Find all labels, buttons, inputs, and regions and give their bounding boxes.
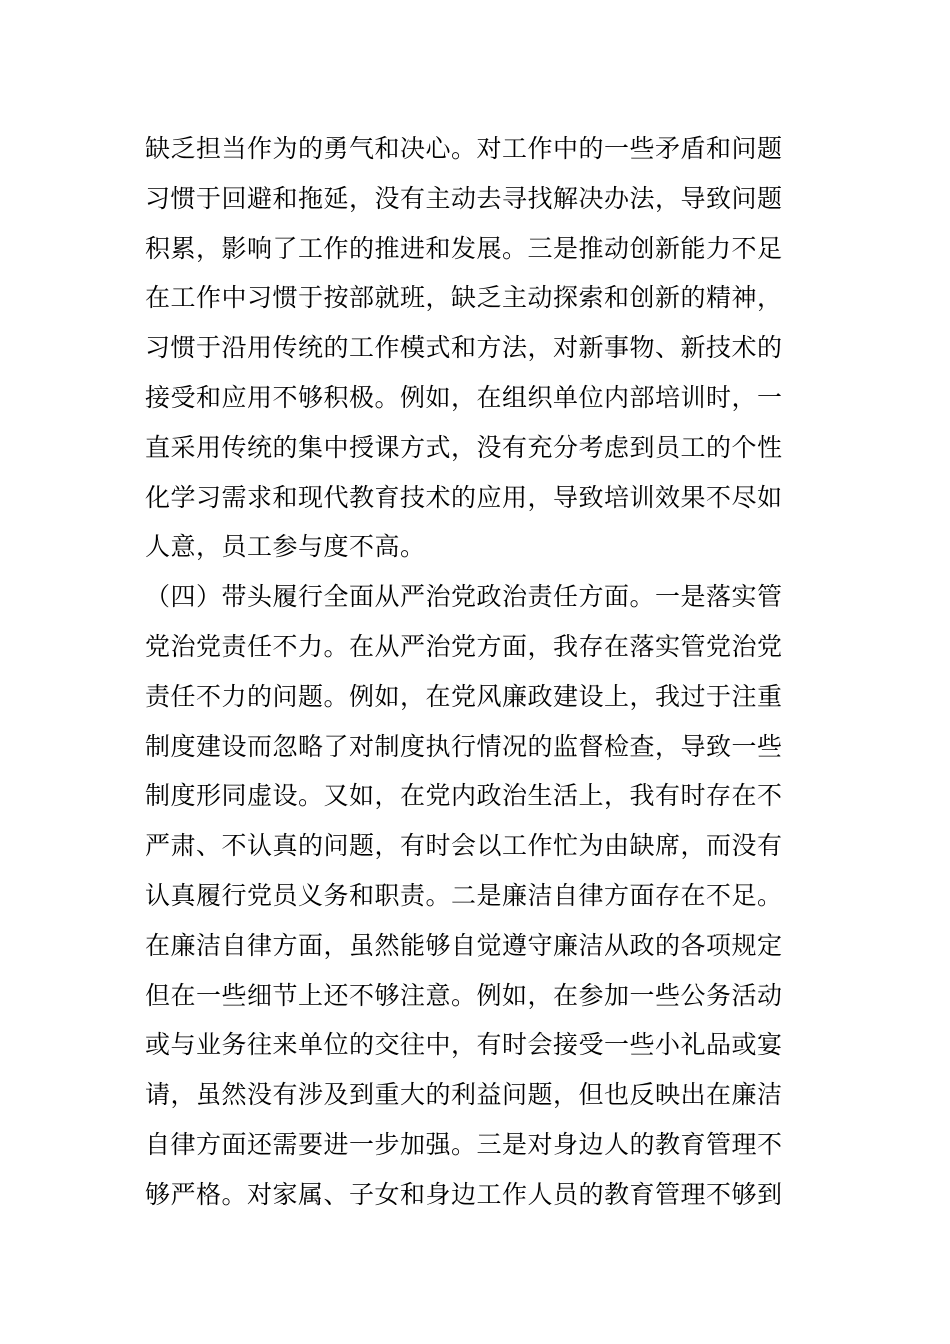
text-line: 够严格。对家属、子女和身边工作人员的教育管理不够到: [145, 1179, 783, 1209]
text-line: 认真履行党员义务和职责。二是廉洁自律方面存在不足。: [145, 880, 783, 910]
text-line: 严肃、不认真的问题，有时会以工作忙为由缺席，而没有: [145, 831, 783, 861]
text-line: 习惯于沿用传统的工作模式和方法，对新事物、新技术的: [145, 333, 783, 363]
text-line: 自律方面还需要进一步加强。三是对身边人的教育管理不: [145, 1129, 783, 1159]
text-line: 在廉洁自律方面，虽然能够自觉遵守廉洁从政的各项规定: [145, 930, 783, 960]
text-line: 习惯于回避和拖延，没有主动去寻找解决办法，导致问题: [145, 183, 783, 213]
text-line: 接受和应用不够积极。例如，在组织单位内部培训时，一: [145, 382, 783, 412]
text-line: 党治党责任不力。在从严治党方面，我存在落实管党治党: [145, 631, 783, 661]
text-line: 制度形同虚设。又如，在党内政治生活上，我有时存在不: [145, 781, 783, 811]
text-line: 但在一些细节上还不够注意。例如，在参加一些公务活动: [145, 980, 783, 1010]
text-line: 在工作中习惯于按部就班，缺乏主动探索和创新的精神，: [145, 283, 783, 313]
text-line: 化学习需求和现代教育技术的应用，导致培训效果不尽如: [145, 482, 783, 512]
body-text: [145, 124, 815, 1220]
text-line: 责任不力的问题。例如，在党风廉政建设上，我过于注重: [145, 681, 783, 711]
section-heading-line: （四）带头履行全面从严治党政治责任方面。一是落实管: [145, 582, 783, 612]
text-line: 制度建设而忽略了对制度执行情况的监督检查，导致一些: [145, 731, 783, 761]
text-line: 或与业务往来单位的交往中，有时会接受一些小礼品或宴: [145, 1030, 783, 1060]
text-line: 人意，员工参与度不高。: [145, 532, 426, 562]
text-line: 缺乏担当作为的勇气和决心。对工作中的一些矛盾和问题: [145, 134, 783, 163]
text-line: 请，虽然没有涉及到重大的利益问题，但也反映出在廉洁: [145, 1080, 783, 1110]
text-line: 直采用传统的集中授课方式，没有充分考虑到员工的个性: [145, 432, 783, 462]
text-line: 积累，影响了工作的推进和发展。三是推动创新能力不足: [145, 233, 783, 263]
